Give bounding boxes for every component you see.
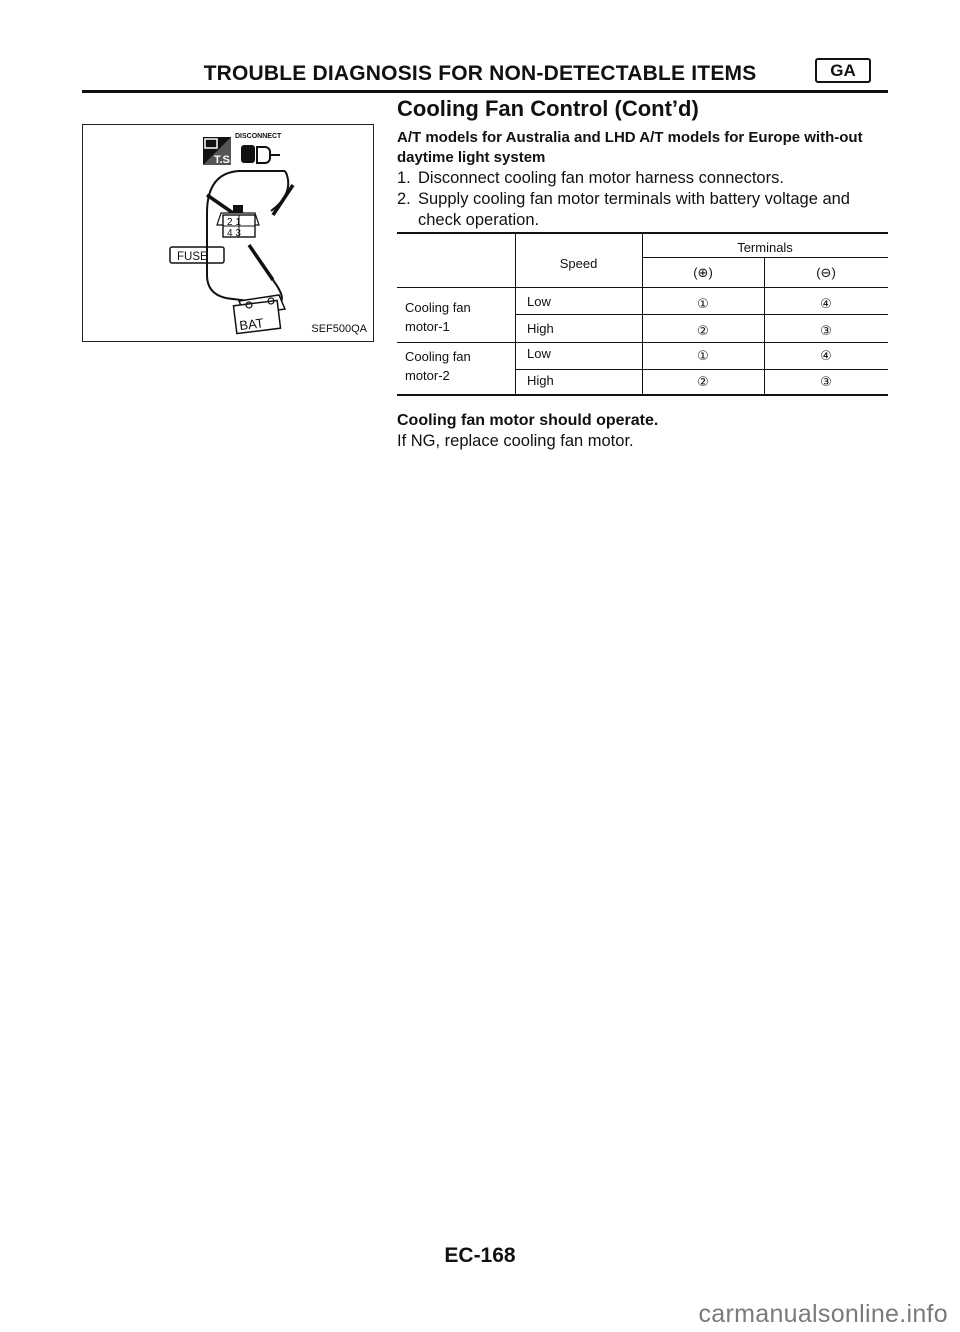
step-number: 2.	[397, 190, 411, 208]
step-number: 1.	[397, 169, 411, 187]
table-rule-vertical	[642, 232, 643, 396]
speed-cell: High	[527, 373, 554, 388]
plus-terminal-cell: ①	[697, 348, 709, 363]
ng-instruction: If NG, replace cooling fan motor.	[397, 432, 634, 450]
motor-label: Cooling fan	[405, 300, 471, 315]
fuse-label: FUSE	[177, 251, 208, 263]
figure-code: SEF500QA	[311, 323, 367, 335]
disconnect-connector-icon	[235, 133, 282, 163]
motor-label: Cooling fan	[405, 349, 471, 364]
watermark: carmanualsonline.info	[698, 1300, 948, 1328]
speed-cell: Low	[527, 346, 551, 361]
ts-label: T.S.	[214, 154, 233, 166]
plus-terminal-cell: ②	[697, 374, 709, 389]
section-title: Cooling Fan Control (Cont’d)	[397, 96, 699, 121]
terminal-table	[397, 232, 888, 396]
page-number: EC-168	[444, 1244, 516, 1267]
minus-terminal-cell: ④	[820, 348, 832, 363]
terminals-header: Terminals	[737, 240, 793, 255]
step-text: Supply cooling fan motor terminals with battery voltage and check operation.	[418, 190, 850, 229]
connector-icon	[217, 205, 259, 239]
speed-cell: High	[527, 321, 554, 336]
motor-label: motor-2	[405, 368, 450, 383]
plus-terminal-header: (⊕)	[693, 265, 713, 280]
plus-terminal-cell: ①	[697, 296, 709, 311]
disconnect-label: DISCONNECT	[235, 133, 282, 140]
minus-terminal-cell: ③	[820, 323, 832, 338]
minus-terminal-header: (⊖)	[816, 265, 836, 280]
bat-label: BAT	[238, 315, 265, 334]
pin-label-bottom: 4 3	[227, 228, 241, 239]
speed-header: Speed	[559, 256, 598, 271]
trouble-shooting-icon	[203, 137, 233, 166]
battery-icon	[233, 295, 285, 334]
step-text: Disconnect cooling fan motor harness connectors.	[418, 169, 784, 187]
result-statement: Cooling fan motor should operate.	[397, 412, 659, 429]
speed-cell: Low	[527, 294, 551, 309]
table-rule	[515, 314, 888, 315]
minus-terminal-cell: ④	[820, 296, 832, 311]
header-title: TROUBLE DIAGNOSIS FOR NON-DETECTABLE ITEMS	[203, 62, 757, 85]
wiring-figure	[82, 124, 374, 342]
table-rule	[642, 257, 888, 258]
model-heading: A/T models for Australia and LHD A/T models for Europe with-out daytime light system	[397, 129, 863, 166]
header-rule	[82, 90, 888, 93]
motor-label: motor-1	[405, 319, 450, 334]
section-badge: GA	[815, 58, 871, 83]
plus-terminal-cell: ②	[697, 323, 709, 338]
wiring-diagram	[83, 125, 375, 343]
table-rule	[515, 369, 888, 370]
pin-label-top: 2 1	[227, 217, 241, 228]
minus-terminal-cell: ③	[820, 374, 832, 389]
fuse-icon	[170, 247, 224, 263]
